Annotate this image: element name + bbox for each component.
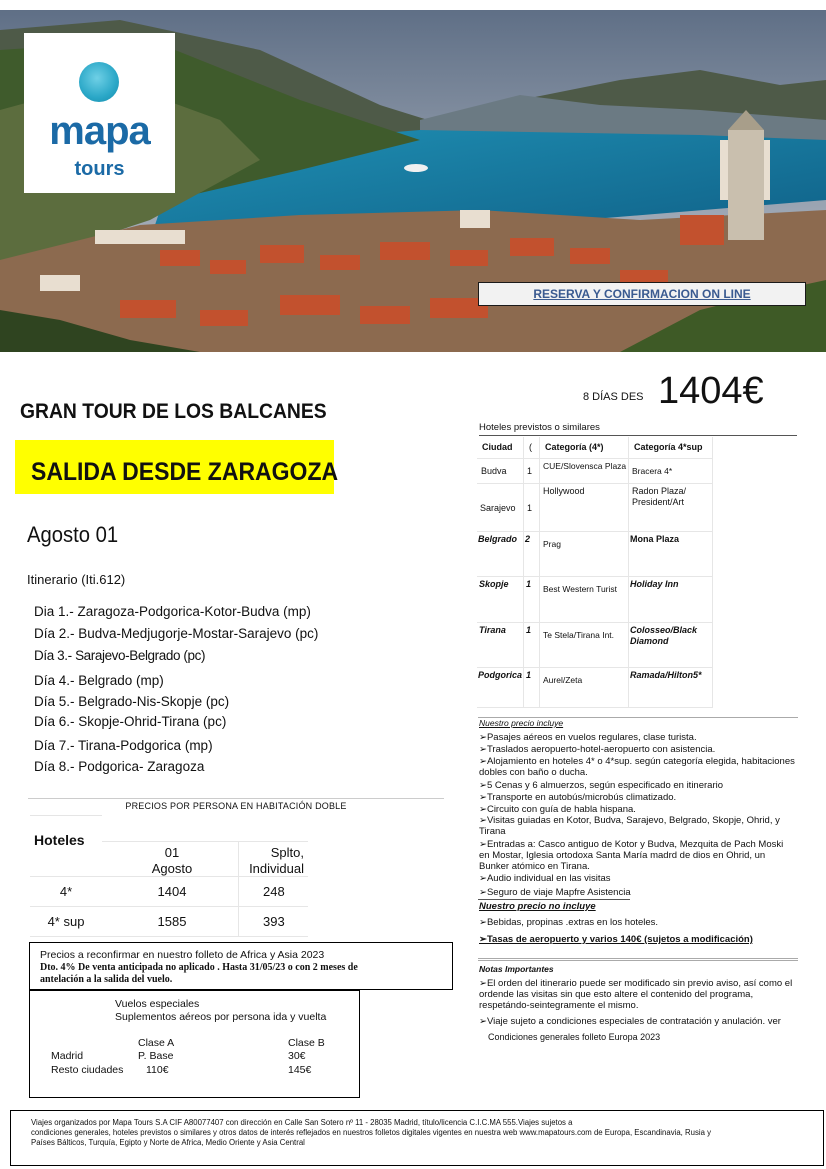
hotel-city: Budva [477, 459, 524, 484]
hotel-cat4sup: Holiday Inn [629, 577, 713, 623]
day-item: Día 8.- Podgorica- Zaragoza [34, 759, 205, 774]
legal-footer [10, 1110, 824, 1166]
notice-line: Precios a reconfirmar en nuestro folleto de Africa y Asia 2023 [40, 949, 325, 961]
footer-line: condiciones generales, hoteles previstos o similares y otros datos de interés reflejados en nuestros folletos digitales vigentes en nuestra web www.mapatours.com de Europa, Escandinavia, Rusia y [31, 1128, 711, 1137]
hotel-nights: 1 [524, 484, 540, 532]
day-item: Día 5.- Belgrado-Nis-Skopje (pc) [34, 694, 230, 709]
exclude-item: ➢Bebidas, propinas .extras en los hoteles. [479, 917, 659, 928]
flight-price-a: P. Base [138, 1050, 174, 1062]
include-item: ➢Audio individual en las visitas [479, 873, 611, 884]
divider [102, 841, 308, 842]
divider [30, 815, 102, 816]
include-item: ➢Entradas a: Casco antiguo de Kotor y Budva, Mezquita de Pach Moski en Mostar, Iglesia ortodoxa Santa María madrd de dios en Ohrid, un Bunker atómico en Tirana. [479, 839, 784, 872]
divider [30, 876, 308, 877]
col-ciudad: Ciudad [477, 437, 524, 459]
hotel-nights: 1 [524, 459, 540, 484]
flight-city: Resto ciudades [51, 1064, 124, 1076]
hotel-city: Podgorica [477, 668, 524, 708]
notes-title: Notas Importantes [479, 964, 554, 974]
flights-box [29, 990, 360, 1098]
divider [30, 936, 308, 937]
hotel-nights: 1 [524, 623, 540, 668]
hotel-city: Belgrado [477, 532, 524, 577]
price-amount: 1404€ [658, 370, 764, 412]
note-item: ➢El orden del itinerario puede ser modificado sin previo aviso, así como el ordende las visitas sin que esto altere el contenido del programa, respetándo-seintegramente el mismo. [479, 978, 793, 1011]
day-item: Día 7.- Tirana-Podgorica (mp) [34, 738, 213, 753]
splto-value: 248 [263, 884, 285, 899]
exclude-item: ➢Tasas de aeropuerto y varios 140€ (sujetos a modificación) [479, 934, 753, 945]
footer-line: Viajes organizados por Mapa Tours S.A CIF A80077407 con dirección en Calle San Sotero nº 11 - 28035 Madrid, título/licencia C.I.C.MA 555.Viajes sujetos a [31, 1118, 573, 1127]
clase-a-header: Clase A [138, 1037, 175, 1049]
divider [478, 958, 798, 961]
hotel-city: Tirana [477, 623, 524, 668]
tour-title: GRAN TOUR DE LOS BALCANES [20, 400, 327, 423]
day-item: Día 6.- Skopje-Ohrid-Tirana (pc) [34, 714, 227, 729]
hotel-cat4sup: Colosseo/Black Diamond [629, 623, 713, 668]
price-prefix: 8 DÍAS DES [583, 391, 644, 403]
note-link[interactable]: Condiciones generales folleto Europa 2023 [488, 1032, 661, 1042]
prices-caption: PRECIOS POR PERSONA EN HABITACIÓN DOBLE [125, 801, 347, 811]
note-item: ➢Viaje sujeto a condiciones especiales de contratación y anulación. ver [479, 1016, 781, 1027]
footer-line: Países Bálticos, Turquía, Egipto y Norte de Africa, Medio Oriente y Asia Central [31, 1138, 305, 1147]
col-splto: Splto, [270, 845, 304, 860]
include-item: ➢Alojamiento en hoteles 4* o 4*sup. según categoría elegida, habitaciones dobles con baño o ducha. [479, 756, 795, 778]
flight-price-b: 30€ [288, 1050, 306, 1062]
divider [238, 841, 239, 937]
flights-subtitle: Suplementos aéreos por persona ida y vuelta [115, 1011, 327, 1023]
notice-discount-cont: antelación a la salida del vuelo. [40, 974, 173, 985]
flight-price-a: 110€ [146, 1064, 169, 1076]
col-categoria-4sup: Categoría 4*sup [629, 437, 713, 459]
hotel-nights: 1 [524, 577, 540, 623]
include-item: ➢Traslados aeropuerto-hotel-aeropuerto con asistencia. [479, 744, 716, 755]
salida-text: SALIDA DESDE ZARAGOZA [31, 458, 339, 486]
hotel-nights: 2 [524, 532, 540, 577]
logo-sub-text: tours [74, 158, 125, 180]
hotel-cat4sup: Radon Plaza/ President/Art [629, 484, 713, 532]
departure-date: Agosto 01 [27, 522, 119, 547]
flight-price-b: 145€ [288, 1064, 312, 1076]
notice-discount: Dto. 4% De venta anticipada no aplicado . Hasta 31/05/23 o con 2 meses de [40, 962, 358, 973]
hotel-city: Skopje [477, 577, 524, 623]
include-item: ➢Seguro de viaje Mapfre Asistencia [479, 887, 631, 898]
flight-city: Madrid [51, 1050, 84, 1062]
include-item: ➢Visitas guiadas en Kotor, Budva, Sarajevo, Belgrado, Skopje, Ohrid, y Tirana [479, 815, 780, 837]
include-item: ➢Pasajes aéreos en vuelos regulares, clase turista. [479, 732, 697, 743]
price-value: 1585 [157, 914, 187, 929]
clase-b-header: Clase B [288, 1037, 325, 1049]
divider [479, 435, 797, 436]
hotel-cat: 4* sup [47, 914, 85, 929]
day-item: Dia 1.- Zaragoza-Podgorica-Kotor-Budva (mp) [34, 604, 311, 619]
day-item: Día 4.- Belgrado (mp) [34, 673, 164, 688]
includes-title: Nuestro precio incluye [479, 718, 564, 728]
hotels-caption: Hoteles previstos o similares [479, 422, 600, 433]
excludes-title: Nuestro precio no incluye [479, 901, 596, 912]
hotel-cat4sup: Ramada/Hilton5* [629, 668, 713, 708]
logo-main-text: mapa [49, 109, 150, 153]
logo-circle-icon [79, 62, 119, 102]
hotel-cat4: Prag [540, 532, 629, 577]
hotel-nights: 1 [524, 668, 540, 708]
col-fecha-day: 01 [164, 845, 180, 860]
hotel-cat4sup: Mona Plaza [629, 532, 713, 577]
col-categoria-4: Categoría (4*) [540, 437, 629, 459]
include-item: ➢Transporte en autobús/microbús climatizado. [479, 792, 677, 803]
hotel-cat4: Te Stela/Tirana Int. [540, 623, 629, 668]
hotel-cat4sup: Bracera 4* [629, 459, 713, 484]
price-value: 1404 [157, 884, 187, 899]
day-item: Día 3.- Sarajevo-Belgrado (pc) [34, 648, 206, 663]
col-individual: Individual [249, 861, 304, 876]
day-item: Día 2.- Budva-Medjugorje-Mostar-Sarajevo (pc) [34, 626, 319, 641]
reserva-online-button[interactable]: RESERVA Y CONFIRMACION ON LINE [478, 282, 806, 306]
flights-title: Vuelos especiales [115, 998, 200, 1010]
divider [28, 798, 444, 799]
itinerary-code: Itinerario (Iti.612) [27, 572, 126, 587]
hotel-city: Sarajevo [477, 484, 524, 532]
hotel-cat4: Best Western Turist [540, 577, 629, 623]
include-item: ➢5 Cenas y 6 almuerzos, según especificado en itinerario [479, 780, 724, 791]
splto-value: 393 [263, 914, 285, 929]
hotel-cat4: Aurel/Zeta [540, 668, 629, 708]
hotel-cat4: CUE/Slovensca Plaza [540, 459, 629, 484]
hotel-cat4: Hollywood [540, 484, 629, 532]
col-hoteles: Hoteles [34, 832, 85, 848]
col-fecha-month: Agosto [151, 861, 193, 876]
hotel-cat: 4* [59, 884, 73, 899]
brand-logo[interactable] [24, 33, 175, 193]
include-item: ➢Circuito con guía de habla hispana. [479, 804, 636, 815]
divider [30, 906, 308, 907]
col-noches: ( [524, 437, 540, 459]
divider [478, 899, 630, 900]
price-notice-box [29, 942, 453, 990]
